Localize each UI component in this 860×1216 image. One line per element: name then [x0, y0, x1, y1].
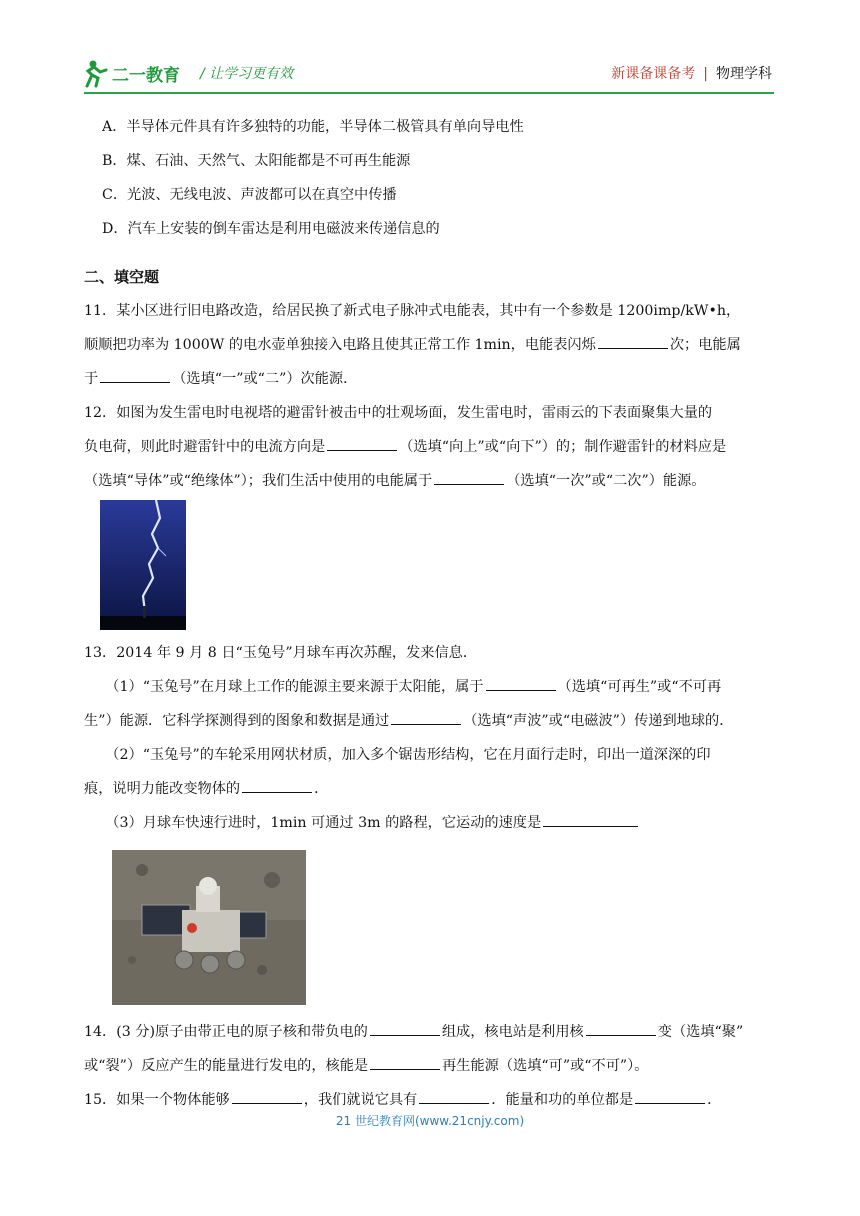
- q12-line3: （选填“导体”或“绝缘体”）；我们生活中使用的电能属于 （选填“一次”或“二次”）能源。: [84, 464, 780, 498]
- header-subject: [611, 63, 772, 83]
- option-c: C．光波、无线电波、声波都可以在真空中传播: [102, 187, 397, 203]
- slogan: / 让学习更有效: [200, 66, 294, 82]
- logo-text: 二一教育: [112, 66, 180, 86]
- option-b: B．煤、石油、天然气、太阳能都是不可再生能源: [102, 153, 411, 169]
- lightning-photo: [100, 500, 186, 630]
- section-title: 二、填空题: [84, 268, 160, 286]
- q14-line2: 或“裂”）反应产生的能量进行发电的，核能是 再生能源（选填“可”或“不可”）。: [84, 1049, 780, 1083]
- answer-blank[interactable]: [635, 1089, 705, 1104]
- page-footer[interactable]: 21 世纪教育网(www.21cnjy.com): [335, 1114, 525, 1128]
- page-header: [0, 0, 860, 96]
- answer-blank[interactable]: [434, 470, 504, 485]
- q15-line1: 15．如果一个物体能够 ，我们就说它具有 ．能量和功的单位都是 ．: [84, 1083, 780, 1117]
- header-discipline: 物理学科: [716, 66, 772, 82]
- q13-part3: （3）月球车快速行进时，1min 可通过 3m 的路程，它运动的速度是: [84, 806, 780, 840]
- answer-blank[interactable]: [486, 676, 556, 691]
- q13-line1: 13．2014 年 9 月 8 日“玉兔号”月球车再次苏醒，发来信息．: [84, 645, 478, 661]
- answer-blank[interactable]: [543, 812, 638, 827]
- document-body: [84, 110, 780, 1117]
- answer-blank[interactable]: [586, 1021, 656, 1036]
- option-a: A．半导体元件具有许多独特的功能，半导体二极管具有单向导电性: [102, 119, 524, 135]
- q13-part2-line1: （2）“玉兔号”的车轮采用网状材质，加入多个锯齿形结构，它在月面行走时，印出一道深深的印: [105, 747, 711, 763]
- answer-blank[interactable]: [391, 710, 461, 725]
- q12-line2: 负电荷，则此时避雷针中的电流方向是 （选填“向上”或“向下”）的；制作避雷针的材料应是: [84, 430, 780, 464]
- q13-part1-line2: 生”）能源．它科学探测得到的图象和数据是通过 （选填“声波”或“电磁波”）传递到地球的．: [84, 704, 780, 738]
- header-separator: |: [703, 66, 708, 82]
- answer-blank[interactable]: [100, 368, 170, 383]
- answer-blank[interactable]: [327, 436, 397, 451]
- answer-blank[interactable]: [242, 778, 312, 793]
- header-divider: [84, 92, 774, 94]
- answer-blank[interactable]: [370, 1021, 440, 1036]
- answer-blank[interactable]: [370, 1055, 440, 1070]
- q12-line1: 12．如图为发生雷电时电视塔的避雷针被击中的壮观场面，发生雷电时，雷雨云的下表面聚集大量的: [84, 405, 713, 421]
- q11-line3: 于 （选填“一”或“二”）次能源．: [84, 362, 780, 396]
- q11-line2: 顺顺把功率为 1000W 的电水壶单独接入电路且使其正常工作 1min，电能表闪烁 次；电能属: [84, 328, 780, 362]
- answer-blank[interactable]: [598, 334, 668, 349]
- q11-line1: 11．某小区进行旧电路改造，给居民换了新式电子脉冲式电能表，其中有一个参数是 1200imp/kW•h，: [84, 303, 741, 319]
- lunar-rover-photo: [112, 850, 306, 1005]
- header-course: 新课备课备考: [611, 66, 696, 82]
- q14-line1: 14．(3 分)原子由带正电的原子核和带负电的 组成，核电站是利用核 变（选填“聚”: [84, 1015, 780, 1049]
- answer-blank[interactable]: [419, 1089, 489, 1104]
- logo-icon: [84, 58, 194, 88]
- q13-part1-line1: （1）“玉兔号”在月球上工作的能源主要来源于太阳能，属于 （选填“可再生”或“不可再: [84, 670, 780, 704]
- q13-part2-line2: 痕，说明力能改变物体的 ．: [84, 772, 780, 806]
- answer-blank[interactable]: [232, 1089, 302, 1104]
- option-d: D．汽车上安装的倒车雷达是利用电磁波来传递信息的: [102, 221, 440, 237]
